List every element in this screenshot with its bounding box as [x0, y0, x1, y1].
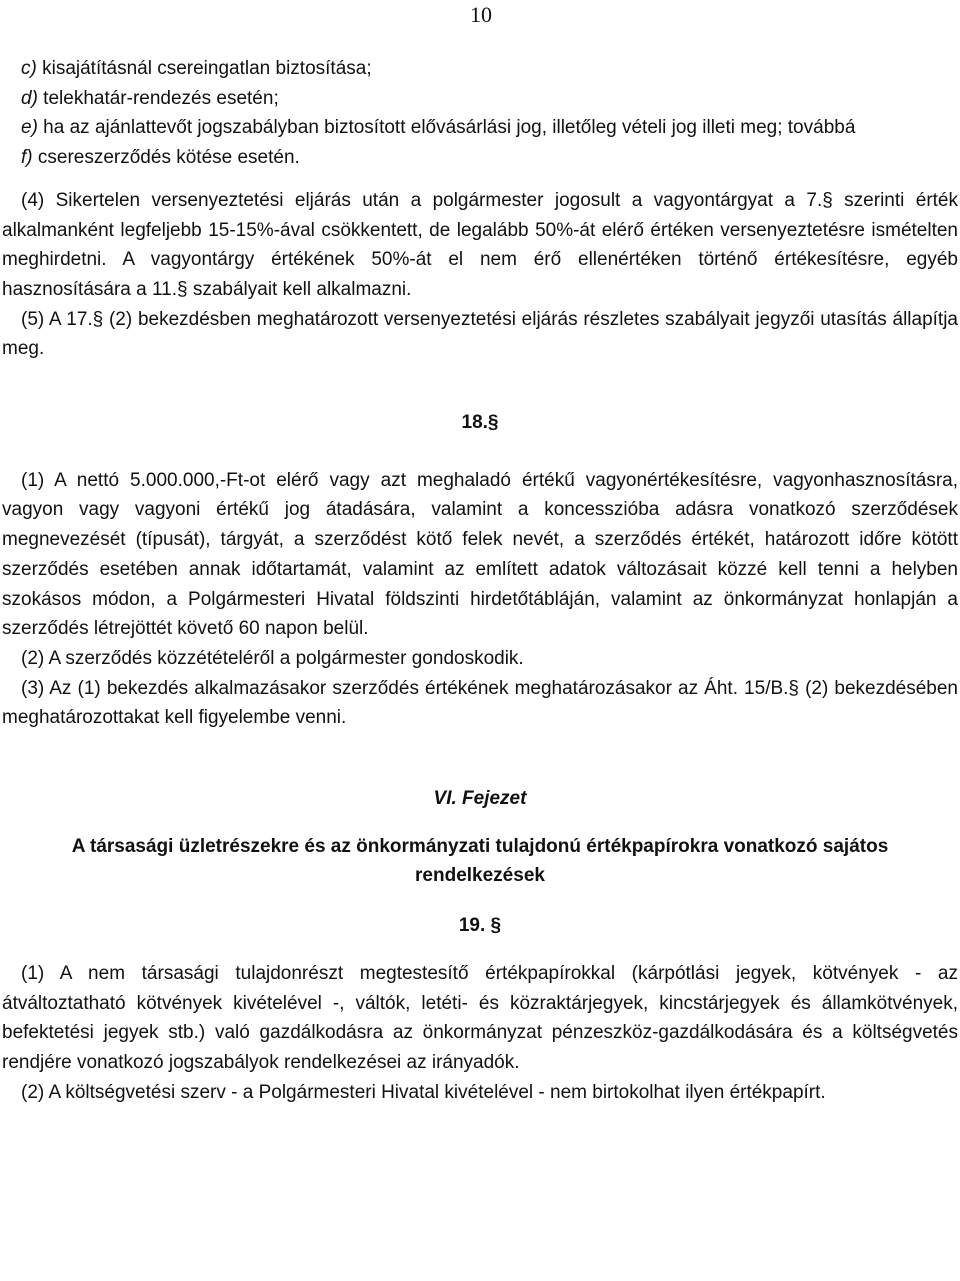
list-marker: d) [21, 87, 38, 109]
section-19-paragraph-2: (2) A költségvetési szerv - a Polgármesteri Hivatal kivételével - nem birtokolhat ilyen értékpapírt. [21, 1081, 826, 1103]
list-marker: e) [21, 117, 38, 139]
list-item-text: telekhatár-rendezés esetén; [37, 87, 279, 109]
list-item-text: ha az ajánlattevőt jogszabályban biztosított elővásárlási jog, illetőleg vételi jog illeti meg; továbbá [37, 117, 856, 139]
section-18-heading: 18.§ [461, 412, 499, 434]
chapter-label: VI. Fejezet [433, 788, 527, 810]
list-item-d [2, 84, 958, 114]
paragraph-4: (4) Sikertelen versenyeztetési eljárás után a polgármester jogosult a vagyontárgyat a 7.§ szerinti érték alkalmanként legfeljebb 15-15%-ával csökkentett, de legalább 50%-át elérő értéken versenyeztetésre ismételten meghirdetni. A vagyontárgy értékének 50%-át el nem érő ellenértéken történő értékesítésre, egyéb hasznosítására a 11.§ szabályait kell alkalmazni. [2, 189, 958, 300]
paragraph-5: (5) A 17.§ (2) bekezdésben meghatározott versenyeztetési eljárás részletes szabályait jegyzői utasítás állapítja meg. [2, 308, 958, 360]
list-marker: f) [21, 147, 33, 169]
list-item-text: kisajátításnál csereingatlan biztosítása; [36, 58, 372, 79]
list-item-c [2, 54, 958, 84]
list-item-e [2, 113, 958, 143]
list-marker: c) [21, 58, 37, 79]
section-18-paragraph-3: (3) Az (1) bekezdés alkalmazásakor szerződés értékének meghatározásakor az Áht. 15/B.§ (2) bekezdésében meghatározottakat kell figyelembe venni. [2, 677, 958, 729]
section-18-paragraph-1: (1) A nettó 5.000.000,-Ft-ot elérő vagy azt meghaladó értékű vagyonértékesítésre, vagyonhasznosításra, vagyon vagy vagyoni értékű jog átadására, valamint a koncesszióba adásra vonatkozó szerződések megnevezését (típusát), tárgyát, a szerződést kötő felek nevét, a szerződés értékét, határozott időre kötött szerződés esetében annak időtartamát, valamint az említett adatok változásait közzé kell tenni a helyben szokásos módon, a Polgármesteri Hivatal földszinti hirdetőtábláján, valamint az önkormányzat honlapján a szerződés létrejöttét követő 60 napon belül. [2, 469, 958, 640]
list-item-f [2, 143, 958, 173]
list-item-text: csereszerződés kötése esetén. [32, 147, 300, 169]
section-18-paragraph-2: (2) A szerződés közzétételéről a polgármester gondoskodik. [21, 647, 524, 669]
document-body [2, 54, 958, 1107]
chapter-title: A társasági üzletrészekre és az önkormányzati tulajdonú értékpapírokra vonatkozó sajátos rendelkezések [71, 835, 889, 887]
page-number: 10 [470, 2, 492, 27]
section-19-heading: 19. § [458, 915, 502, 937]
section-19-paragraph-1: (1) A nem társasági tulajdonrészt megtestesítő értékpapírokkal (kárpótlási jegyek, kötvények - az átváltoztatható kötvények kivételével -, váltók, letéti- és közraktárjegyek, kincstárjegyek és államkötvények, befektetési jegyek stb.) való gazdálkodásra az önkormányzat pénzeszköz-gazdálkodására és a költségvetés rendjére vonatkozó jogszabályok rendelkezései az irányadók. [2, 962, 958, 1073]
